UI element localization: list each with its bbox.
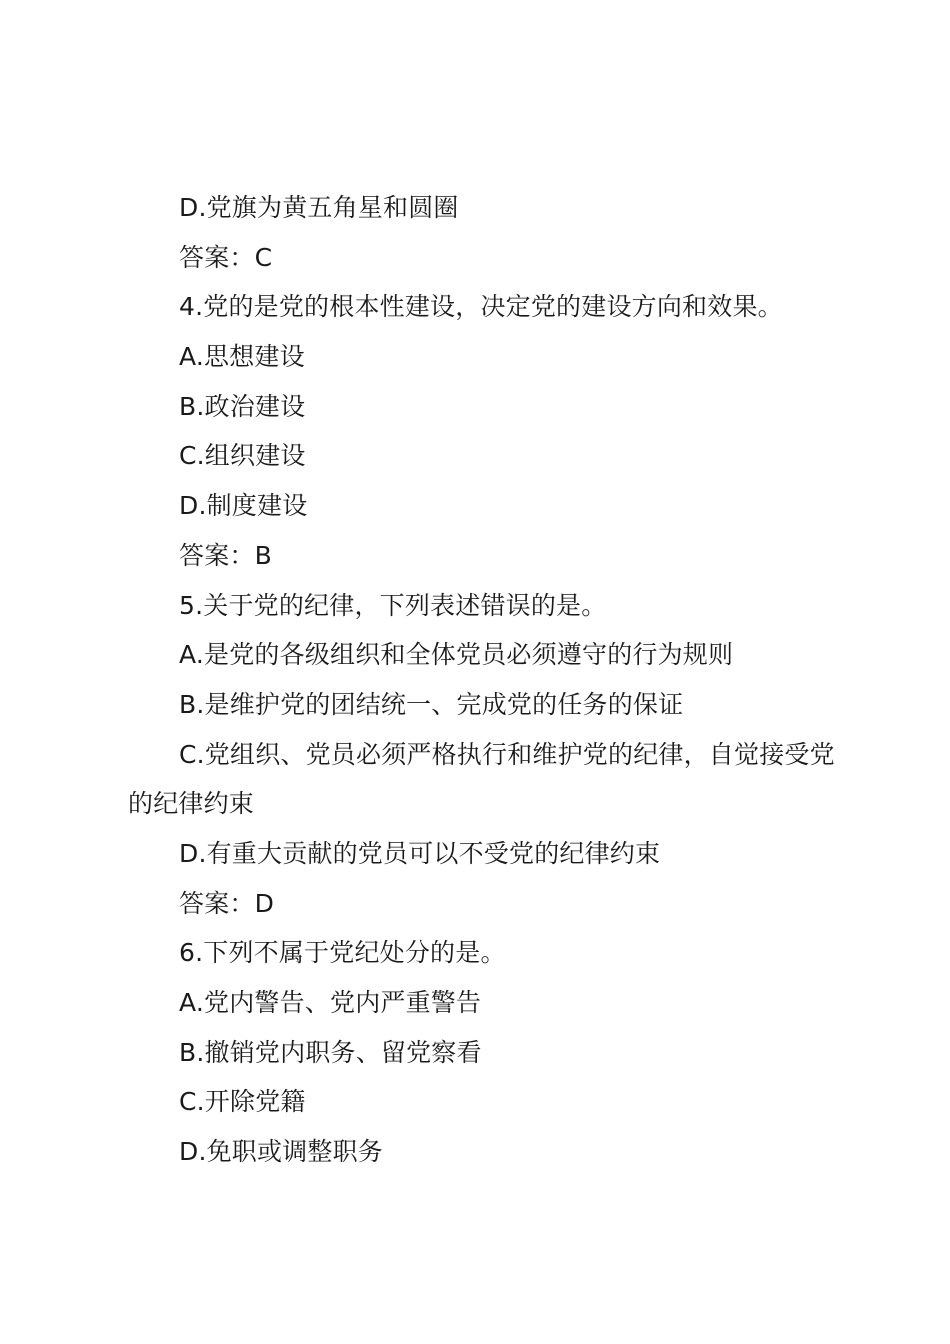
option-c-q4: C.组织建设	[179, 441, 306, 471]
option-a-q6: A.党内警告、党内严重警告	[179, 988, 482, 1017]
option-c-q5-line2: 的纪律约束	[128, 789, 255, 819]
option-d-q6: D.免职或调整职务	[179, 1137, 383, 1167]
document-body	[128, 183, 850, 1177]
option-c-q5-line1: C.党组织、党员必须严格执行和维护党的纪律，自觉接受党	[179, 739, 835, 769]
option-d-q4: D.制度建设	[179, 491, 308, 521]
question-6: 6.下列不属于党纪处分的是。	[179, 938, 506, 968]
option-c-q6: C.开除党籍	[179, 1087, 306, 1117]
option-b-q5: B.是维护党的团结统一、完成党的任务的保证	[179, 689, 684, 719]
option-b-q6: B.撤销党内职务、留党察看	[179, 1037, 482, 1067]
option-d-q3: D.党旗为黄五角星和圆圈	[179, 193, 459, 222]
option-a-q4: A.思想建设	[179, 342, 305, 372]
option-a-q5: A.是党的各级组织和全体党员必须遵守的行为规则	[179, 640, 734, 670]
question-4: 4.党的是党的根本性建设，决定党的建设方向和效果。	[179, 292, 783, 322]
option-d-q5: D.有重大贡献的党员可以不受党的纪律约束	[179, 838, 661, 868]
answer-q3: 答案：C	[179, 242, 273, 272]
option-b-q4: B.政治建设	[179, 391, 306, 421]
answer-q4: 答案：B	[179, 540, 272, 570]
question-5: 5.关于党的纪律，下列表述错误的是。	[179, 590, 607, 620]
answer-q5: 答案：D	[179, 888, 275, 918]
